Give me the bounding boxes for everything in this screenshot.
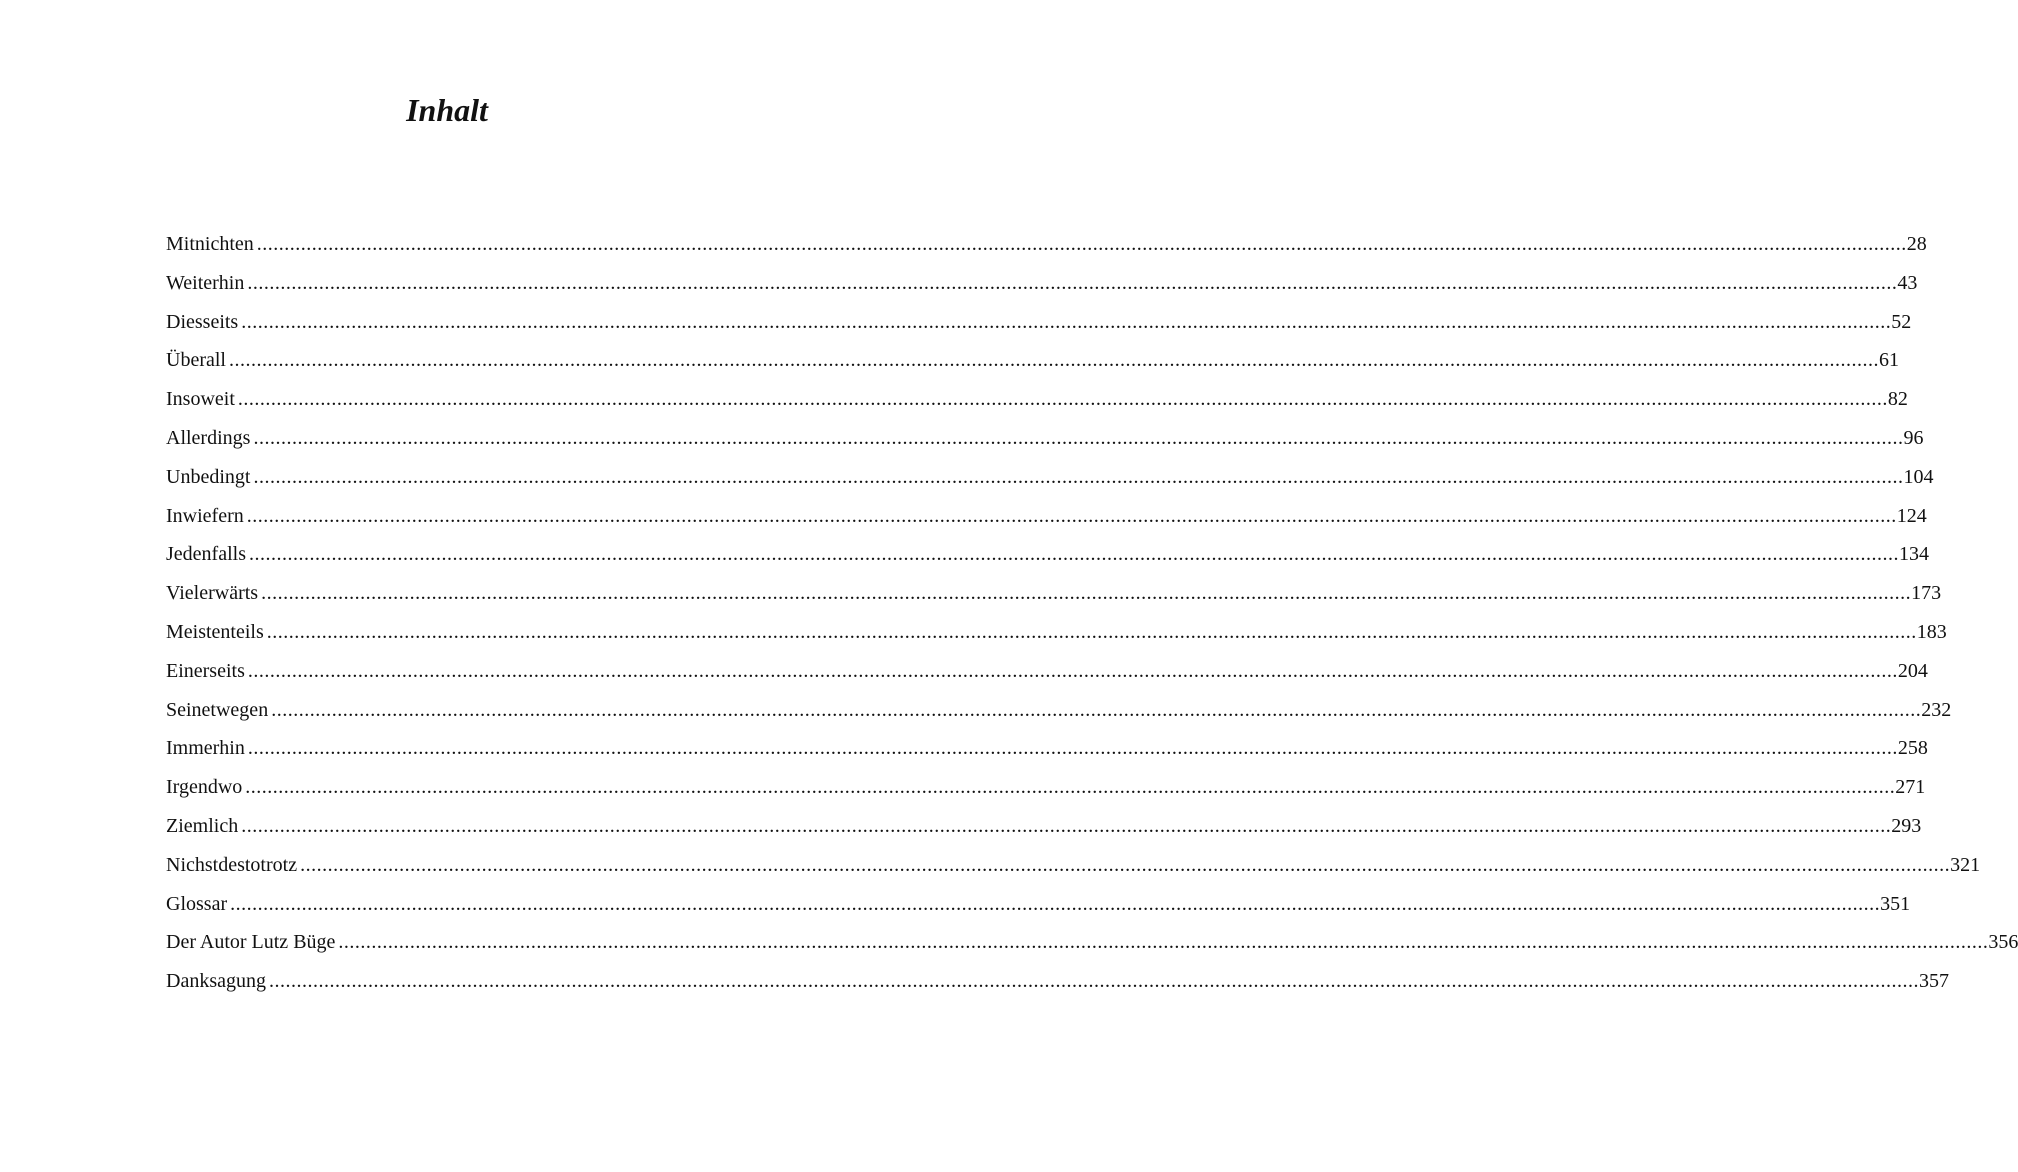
toc-entry-label: Danksagung (166, 970, 266, 993)
toc-entry-label: Mitnichten (166, 233, 254, 255)
toc-entry-label: Insoweit (166, 388, 235, 411)
toc-entry-label: Weiterhin (166, 271, 245, 294)
dot-leader: ............................................................................................................................................................................................................................................................................................................ (247, 737, 1898, 760)
toc-entry-label: Diesseits (166, 310, 239, 333)
toc-entry-page-number: 104 (1903, 465, 1934, 488)
toc-entry (166, 965, 1949, 1004)
toc-entry-page-number: 61 (1878, 349, 1899, 372)
toc-entry-label: Überall (166, 349, 226, 372)
toc-entry-page-number: 204 (1897, 659, 1928, 682)
dot-leader: ............................................................................................................................................................................................................................................................................................................ (256, 233, 1907, 255)
toc-entry-page-number: 357 (1918, 970, 1949, 993)
toc-entry-label: Seinetwegen (166, 698, 269, 721)
toc-entry (166, 655, 1928, 694)
toc-entry-label: Einerseits (166, 659, 245, 682)
toc-entry (166, 888, 1911, 927)
toc-entry (166, 694, 1952, 733)
toc-entry (166, 577, 1942, 616)
toc-entry (166, 810, 1922, 849)
dot-leader: ............................................................................................................................................................................................................................................................................................................ (268, 970, 1919, 993)
dot-leader: ............................................................................................................................................................................................................................................................................................................ (247, 271, 1898, 294)
toc-entry (166, 422, 1924, 461)
dot-leader: ............................................................................................................................................................................................................................................................................................................ (266, 620, 1917, 643)
toc-entry-page-number: 293 (1891, 814, 1922, 837)
toc-entry-page-number: 232 (1921, 698, 1952, 721)
toc-entry (166, 306, 1912, 345)
toc-entry-page-number: 96 (1903, 426, 1924, 449)
dot-leader: ............................................................................................................................................................................................................................................................................................................ (246, 504, 1897, 527)
dot-leader: ............................................................................................................................................................................................................................................................................................................ (230, 892, 1881, 915)
toc-entry-page-number: 82 (1887, 388, 1908, 411)
toc-entry (166, 344, 1899, 383)
toc-entry (166, 849, 1981, 888)
toc-entry-page-number: 271 (1895, 776, 1926, 799)
toc-entry-page-number: 173 (1911, 582, 1942, 605)
dot-leader: ............................................................................................................................................................................................................................................................................................................ (247, 659, 1898, 682)
dot-leader: ............................................................................................................................................................................................................................................................................................................ (237, 388, 1888, 411)
toc-entry-page-number: 321 (1950, 853, 1981, 876)
toc-entry (166, 461, 1934, 500)
toc-entry-label: Irgendwo (166, 776, 243, 799)
dot-leader: ............................................................................................................................................................................................................................................................................................................ (271, 698, 1922, 721)
toc-entry-label: Allerdings (166, 426, 251, 449)
toc-entry (166, 538, 1929, 577)
dot-leader: ............................................................................................................................................................................................................................................................................................................ (253, 465, 1904, 488)
toc-entry-page-number: 52 (1891, 310, 1912, 333)
dot-leader: ............................................................................................................................................................................................................................................................................................................ (300, 853, 1951, 876)
toc-entry-label: Der Autor Lutz Büge (166, 931, 336, 954)
toc-entry-label: Meistenteils (166, 620, 264, 643)
toc-entry (166, 267, 1918, 306)
toc-entry-label: Immerhin (166, 737, 245, 760)
dot-leader: ............................................................................................................................................................................................................................................................................................................ (241, 814, 1892, 837)
dot-leader: ............................................................................................................................................................................................................................................................................................................ (338, 931, 1989, 954)
toc-entry-page-number: 183 (1916, 620, 1947, 643)
dot-leader: ............................................................................................................................................................................................................................................................................................................ (241, 310, 1892, 333)
toc-entry (166, 771, 1926, 810)
page-title: Inhalt (406, 92, 488, 128)
toc-entry-page-number: 28 (1906, 233, 1927, 255)
toc-entry-label: Inwiefern (166, 504, 244, 527)
toc-entry-label: Vielerwärts (166, 582, 259, 605)
toc-entry (166, 228, 1927, 267)
toc-entry-page-number: 43 (1897, 271, 1918, 294)
dot-leader: ............................................................................................................................................................................................................................................................................................................ (253, 426, 1904, 449)
dot-leader: ............................................................................................................................................................................................................................................................................................................ (228, 349, 1879, 372)
toc-entry (166, 383, 1908, 422)
toc-entry (166, 500, 1927, 539)
toc-entry-page-number: 356 (1988, 931, 2018, 954)
toc-entry-page-number: 258 (1897, 737, 1928, 760)
toc-entry-label: Ziemlich (166, 814, 239, 837)
dot-leader: ............................................................................................................................................................................................................................................................................................................ (245, 776, 1896, 799)
table-of-contents (166, 228, 2018, 1004)
dot-leader: ............................................................................................................................................................................................................................................................................................................ (261, 582, 1912, 605)
toc-entry-page-number: 351 (1880, 892, 1911, 915)
toc-entry-label: Glossar (166, 892, 228, 915)
toc-entry-page-number: 134 (1898, 543, 1929, 566)
toc-entry (166, 616, 1947, 655)
toc-entry (166, 732, 1928, 771)
toc-entry-label: Nichstdestotrotz (166, 853, 298, 876)
toc-entry-label: Jedenfalls (166, 543, 246, 566)
toc-entry-page-number: 124 (1896, 504, 1927, 527)
toc-entry (166, 926, 2018, 965)
toc-entry-label: Unbedingt (166, 465, 251, 488)
dot-leader: ............................................................................................................................................................................................................................................................................................................ (248, 543, 1899, 566)
